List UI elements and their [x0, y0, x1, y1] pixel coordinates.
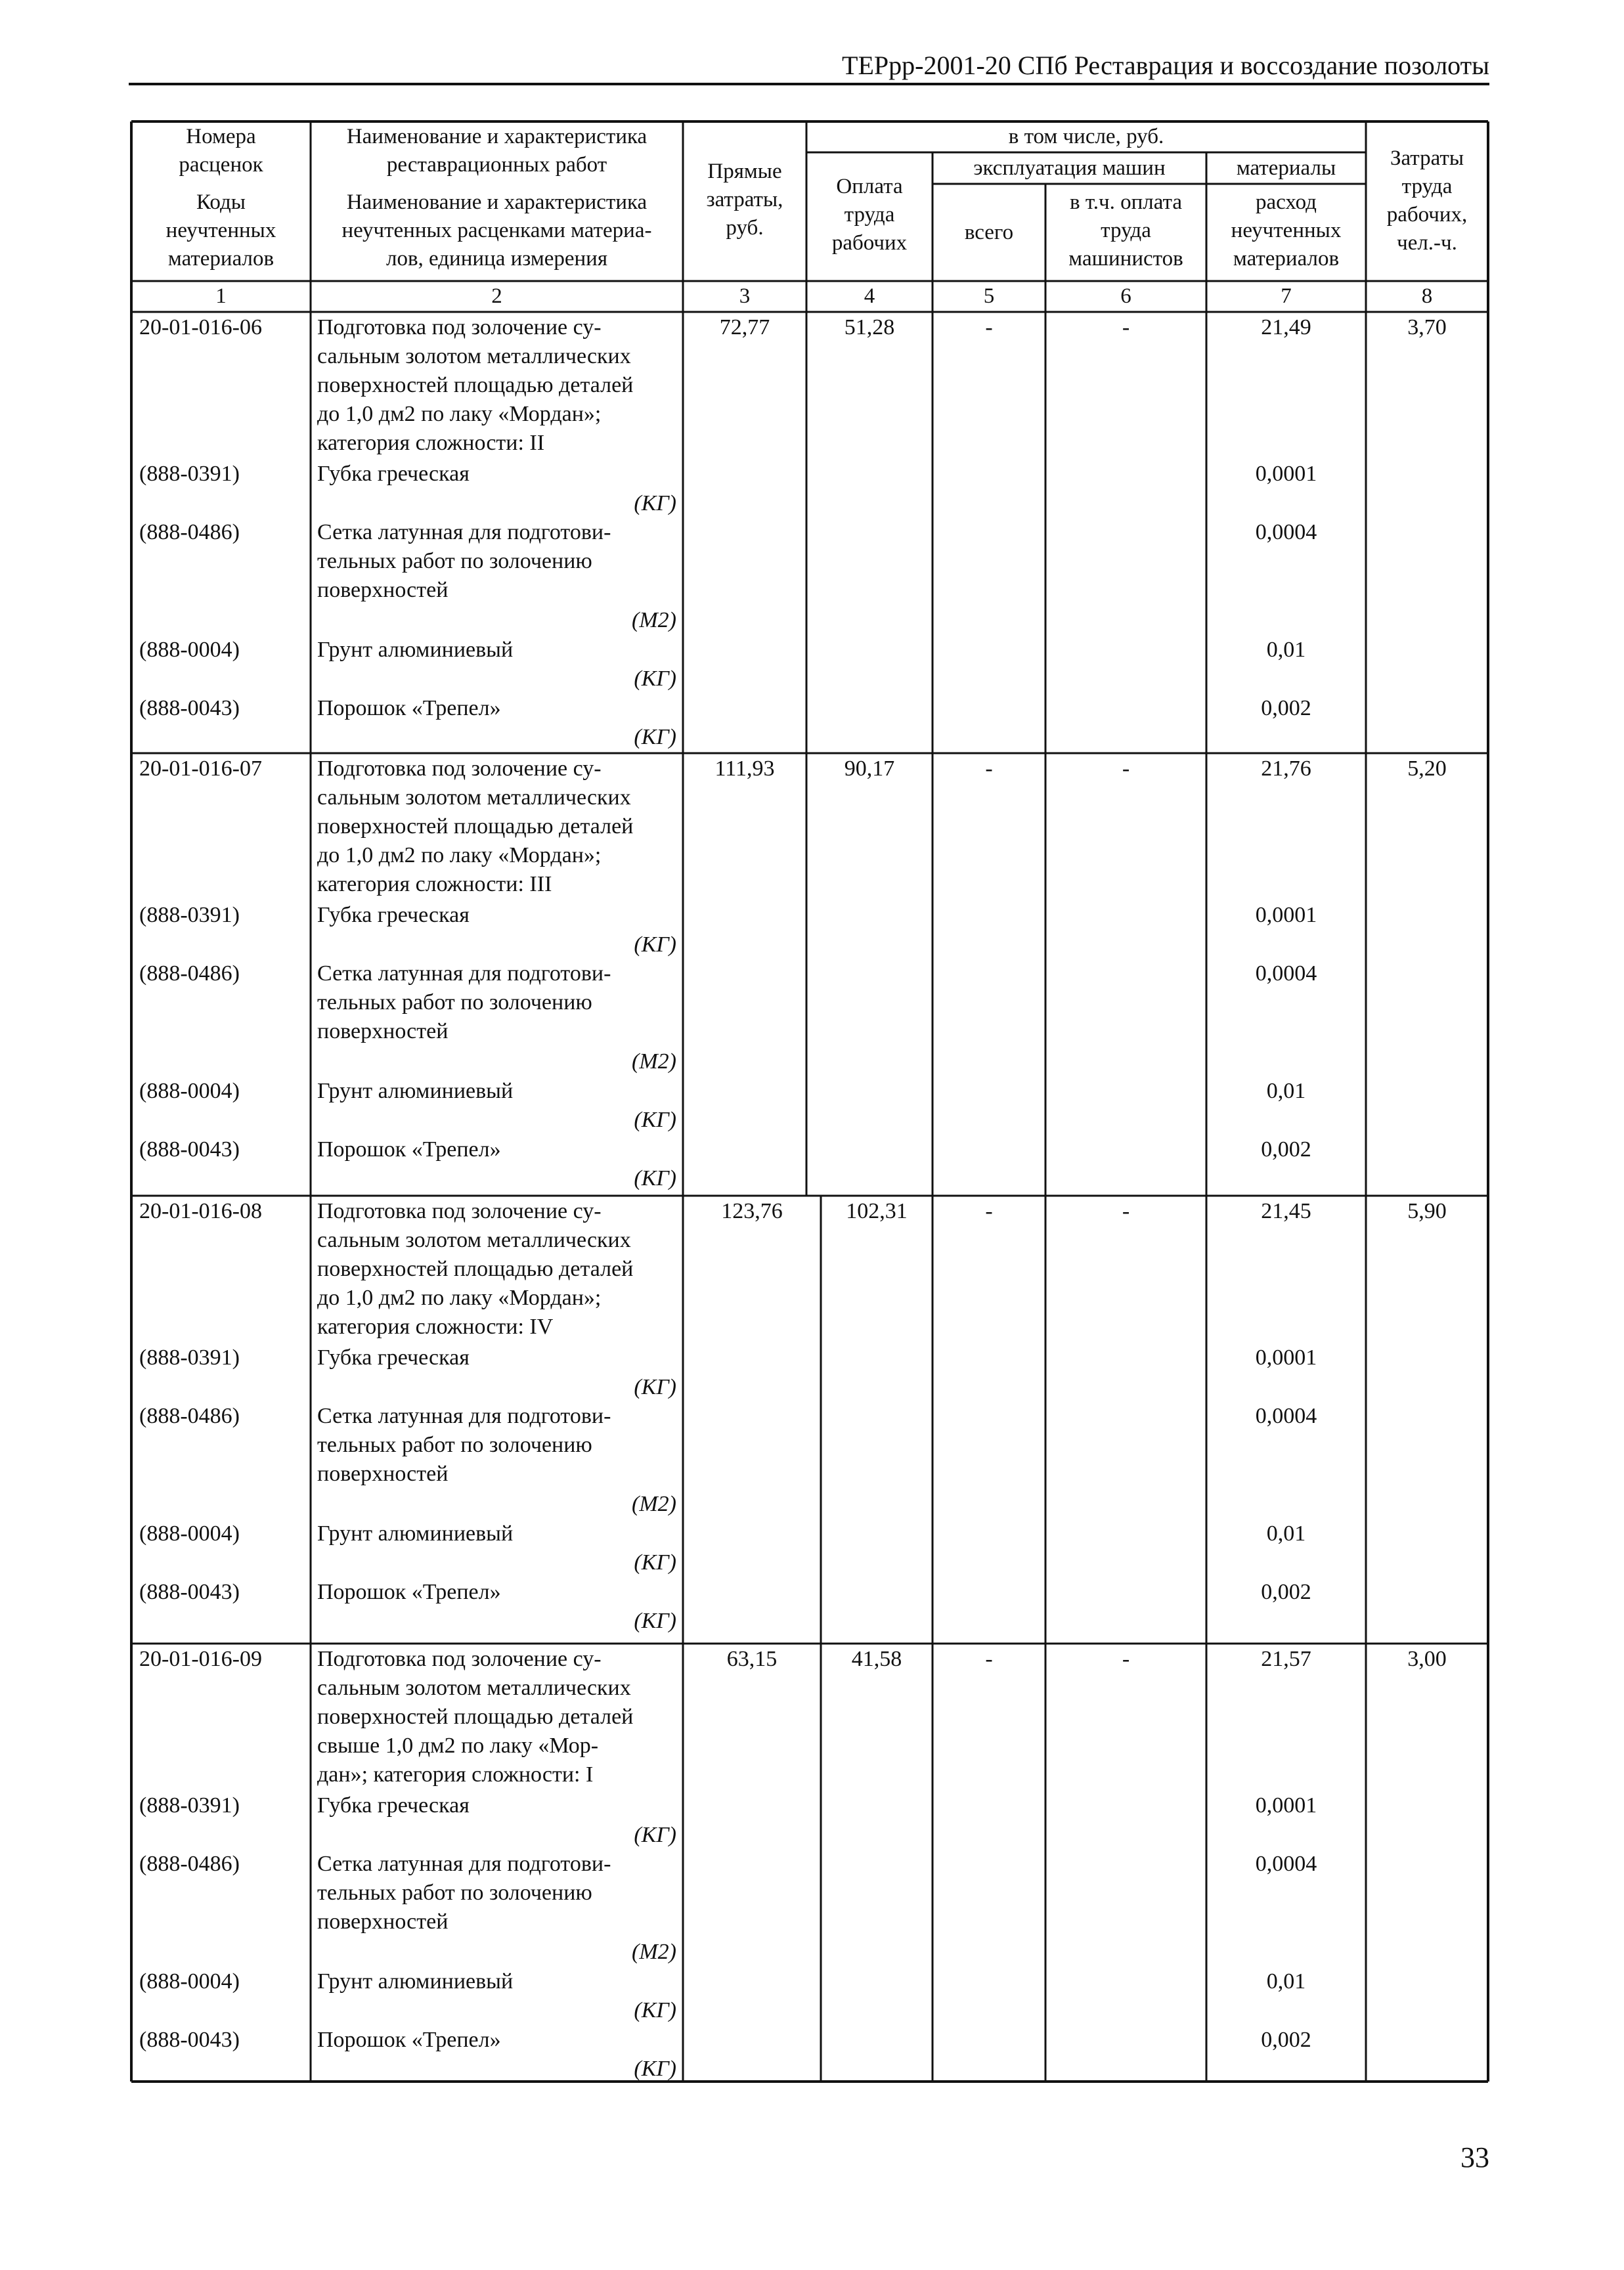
material-code: (888-0004) — [139, 1078, 240, 1103]
material-name: Губка греческая — [317, 462, 470, 486]
material-name: Сетка латунная для подготови- тельных работ по золочению поверхностей — [317, 961, 611, 1044]
material-unit: (КГ) — [634, 2057, 676, 2082]
column-number-2: 2 — [491, 284, 502, 308]
material-name: Грунт алюминиевый — [317, 1078, 514, 1103]
rate-description: Подготовка под золочение су- сальным золотом металлических поверхностей площадью деталей до 1,0 дм2 по лаку «Мордан»; категория сложности: II — [317, 315, 634, 455]
material-quantity: 0,01 — [1266, 1521, 1306, 1546]
material-code: (888-0486) — [139, 520, 240, 545]
material-code: (888-0391) — [139, 462, 240, 486]
col5-header: всего — [964, 221, 1014, 244]
col1-header-bottom: Коды неучтенных материалов — [165, 190, 276, 271]
material-quantity: 0,002 — [1261, 2027, 1311, 2052]
machinists-pay: - — [1122, 1199, 1130, 1223]
col2-header-top: Наименование и характеристика реставрационных работ — [346, 125, 647, 177]
material-name: Грунт алюминиевый — [317, 1521, 514, 1546]
rate-description: Подготовка под золочение су- сальным золотом металлических поверхностей площадью деталей до 1,0 дм2 по лаку «Мордан»; категория сложности: III — [317, 756, 634, 896]
material-unit: (КГ) — [634, 491, 676, 515]
group-header: в том числе, руб. — [1008, 125, 1164, 148]
rate-description: Подготовка под золочение су- сальным золотом металлических поверхностей площадью деталей свыше 1,0 дм2 по лаку «Мор- дан»; категория сложности: I — [317, 1647, 634, 1787]
material-quantity: 0,0001 — [1255, 903, 1317, 927]
material-unit: (КГ) — [634, 1550, 676, 1575]
column-number-7: 7 — [1281, 284, 1292, 308]
material-code: (888-0043) — [139, 1579, 240, 1604]
labor-pay: 41,58 — [851, 1647, 902, 1671]
material-code: (888-0004) — [139, 1521, 240, 1546]
material-quantity: 0,0004 — [1255, 1404, 1317, 1429]
material-code: (888-0043) — [139, 695, 240, 720]
material-name: Порошок «Трепел» — [317, 695, 501, 720]
material-unit: (КГ) — [634, 1998, 676, 2023]
material-quantity: 0,002 — [1261, 695, 1311, 720]
direct-costs: 72,77 — [719, 315, 770, 339]
material-quantity: 0,0001 — [1255, 462, 1317, 486]
material-code: (888-0391) — [139, 1345, 240, 1370]
machinists-pay: - — [1122, 1647, 1130, 1671]
material-unit: (М2) — [632, 608, 676, 632]
material-code: (888-0004) — [139, 637, 240, 662]
col8-header: Затраты труда рабочих, чел.-ч. — [1386, 146, 1468, 255]
machinists-pay: - — [1122, 756, 1130, 781]
col1-header-top: Номера расценок — [179, 125, 263, 177]
running-header — [129, 45, 1489, 85]
material-code: (888-0004) — [139, 1969, 240, 1994]
material-code: (888-0391) — [139, 903, 240, 927]
rate-code: 20-01-016-09 — [139, 1647, 262, 1671]
header-rule — [129, 83, 1489, 85]
rates-table — [131, 121, 1488, 2082]
material-name: Губка греческая — [317, 903, 470, 927]
material-name: Порошок «Трепел» — [317, 1579, 501, 1604]
page-number: 33 — [1460, 2141, 1489, 2173]
col3-header: Прямые затраты, руб. — [706, 160, 783, 240]
labor-pay: 102,31 — [846, 1199, 908, 1223]
materials-cost: 21,49 — [1261, 315, 1311, 339]
labor-hours: 5,20 — [1407, 756, 1447, 781]
labor-hours: 3,00 — [1407, 1647, 1447, 1671]
material-code: (888-0486) — [139, 1404, 240, 1429]
material-quantity: 0,01 — [1266, 1969, 1306, 1994]
material-quantity: 0,0004 — [1255, 961, 1317, 986]
rate-code: 20-01-016-07 — [139, 756, 262, 781]
material-unit: (КГ) — [634, 1166, 676, 1191]
column-number-5: 5 — [983, 284, 995, 308]
material-quantity: 0,002 — [1261, 1137, 1311, 1162]
material-unit: (КГ) — [634, 932, 676, 957]
rate-code: 20-01-016-08 — [139, 1199, 262, 1223]
material-code: (888-0043) — [139, 2027, 240, 2052]
direct-costs: 123,76 — [721, 1199, 783, 1223]
material-unit: (М2) — [632, 1492, 676, 1516]
material-unit: (КГ) — [634, 1108, 676, 1133]
col4-header: Оплата труда рабочих — [831, 175, 908, 255]
material-name: Сетка латунная для подготови- тельных работ по золочению поверхностей — [317, 1404, 611, 1487]
material-name: Грунт алюминиевый — [317, 637, 514, 662]
material-name: Сетка латунная для подготови- тельных работ по золочению поверхностей — [317, 1852, 611, 1934]
material-quantity: 0,01 — [1266, 1078, 1306, 1103]
material-name: Губка греческая — [317, 1793, 470, 1818]
material-code: (888-0043) — [139, 1137, 240, 1162]
material-quantity: 0,0001 — [1255, 1793, 1317, 1818]
material-name: Грунт алюминиевый — [317, 1969, 514, 1994]
material-unit: (КГ) — [634, 1822, 676, 1847]
material-unit: (М2) — [632, 1049, 676, 1074]
labor-hours: 5,90 — [1407, 1199, 1447, 1223]
materials-cost: 21,45 — [1261, 1199, 1311, 1223]
material-quantity: 0,01 — [1266, 637, 1306, 662]
material-unit: (КГ) — [634, 1609, 676, 1634]
labor-hours: 3,70 — [1407, 315, 1447, 339]
labor-pay: 51,28 — [844, 315, 895, 339]
material-name: Порошок «Трепел» — [317, 2027, 501, 2052]
col7-header: расход неучтенных материалов — [1231, 190, 1342, 271]
column-number-4: 4 — [864, 284, 875, 308]
material-quantity: 0,002 — [1261, 1579, 1311, 1604]
rate-description: Подготовка под золочение су- сальным золотом металлических поверхностей площадью деталей до 1,0 дм2 по лаку «Мордан»; категория сложности: IV — [317, 1199, 634, 1339]
machines-header: эксплуатация машин — [973, 156, 1166, 180]
column-number-6: 6 — [1120, 284, 1131, 308]
machines-total: - — [985, 756, 993, 781]
direct-costs: 111,93 — [714, 756, 775, 781]
material-name: Сетка латунная для подготови- тельных работ по золочению поверхностей — [317, 520, 611, 603]
material-code: (888-0486) — [139, 961, 240, 986]
materials-cost: 21,57 — [1261, 1647, 1311, 1671]
machines-total: - — [985, 1199, 993, 1223]
column-number-1: 1 — [215, 284, 227, 308]
header-title: ТЕРрр-2001-20 СПб Реставрация и воссоздание позолоты — [842, 51, 1489, 80]
material-name: Порошок «Трепел» — [317, 1137, 501, 1162]
material-code: (888-0486) — [139, 1852, 240, 1877]
machines-total: - — [985, 1647, 993, 1671]
materials-cost: 21,76 — [1261, 756, 1311, 781]
machines-total: - — [985, 315, 993, 339]
material-name: Губка греческая — [317, 1345, 470, 1370]
material-unit: (КГ) — [634, 666, 676, 691]
column-number-3: 3 — [739, 284, 751, 308]
material-quantity: 0,0001 — [1255, 1345, 1317, 1370]
material-unit: (М2) — [632, 1940, 676, 1964]
material-quantity: 0,0004 — [1255, 520, 1317, 545]
direct-costs: 63,15 — [726, 1647, 778, 1671]
materials-header: материалы — [1236, 156, 1336, 180]
rate-code: 20-01-016-06 — [139, 315, 262, 339]
col2-header-bottom: Наименование и характеристика неучтенных расценками материа- лов, единица измерения — [341, 190, 652, 271]
material-unit: (КГ) — [634, 1374, 676, 1399]
labor-pay: 90,17 — [844, 756, 895, 781]
material-quantity: 0,0004 — [1255, 1852, 1317, 1877]
machinists-pay: - — [1122, 315, 1130, 339]
material-code: (888-0391) — [139, 1793, 240, 1818]
col6-header: в т.ч. оплата труда машинистов — [1068, 190, 1183, 271]
material-unit: (КГ) — [634, 725, 676, 750]
column-number-8: 8 — [1421, 284, 1433, 308]
